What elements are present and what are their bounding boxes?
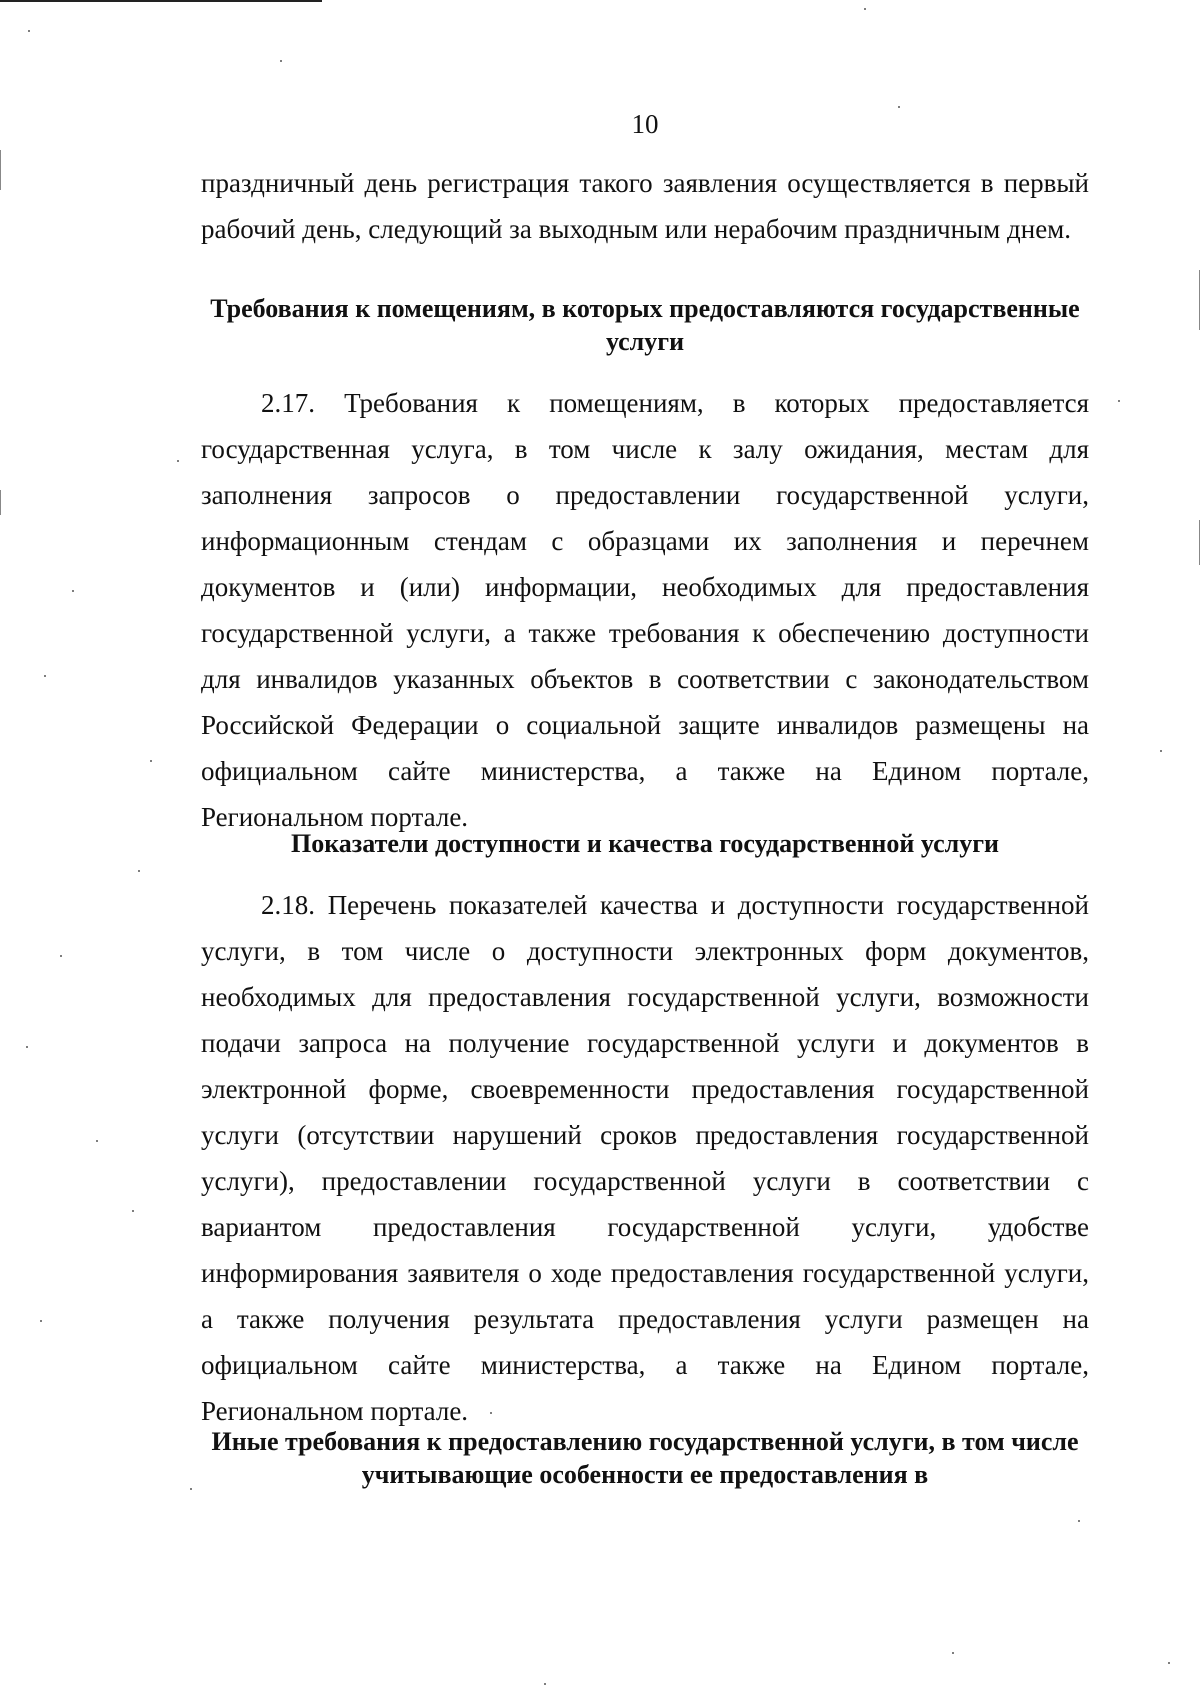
paragraph-body: Требования к помещениям, в которых предоставляется государственная услуга, в том числе к залу ожидания, местам для заполнения запросов о предоставлении государственной услуги, информационным стендам с образцами их заполнения и перечнем документов и (или) информации, необходимых для предоставления государственной услуги, а также требования к обеспечению доступности для инвалидов указанных объектов в соответствии с законодательством Российской Федерации о социальной защите инвалидов размещены на официальном сайте министерства, а также на Едином портале, Региональном портале. [201, 388, 1089, 832]
page-number: 10 [631, 109, 659, 139]
section-heading-premises: Требования к помещениям, в которых предоставляются государственные услуги [210, 294, 1080, 356]
scan-speck [138, 870, 140, 872]
paragraph-2-17 [201, 380, 1089, 840]
scan-speck [280, 60, 282, 62]
scan-speck [898, 106, 900, 108]
scan-speck [490, 1412, 492, 1414]
section-heading-indicators: Показатели доступности и качества государственной услуги [290, 829, 1000, 858]
scan-speck [1118, 400, 1120, 402]
top-edge-rule [0, 0, 322, 2]
paragraph-number: 2.18. [261, 890, 315, 920]
paragraph-2-18 [201, 882, 1089, 1434]
scan-speck [26, 1046, 28, 1048]
scan-speck [44, 675, 46, 677]
scan-speck [1160, 750, 1162, 752]
scan-speck [150, 760, 152, 762]
scan-speck [544, 1683, 546, 1685]
scan-speck [72, 590, 74, 592]
scan-speck [952, 1652, 954, 1654]
scan-speck [177, 460, 179, 462]
scan-speck [1078, 1520, 1080, 1522]
scan-speck [190, 1488, 192, 1490]
section-heading-other-requirements: Иные требования к предоставлению государственной услуги, в том числе учитывающие особенности ее предоставления в [211, 1427, 1079, 1489]
scan-speck [40, 1320, 42, 1322]
scan-speck [864, 8, 866, 10]
scan-speck [60, 955, 62, 957]
continuation-paragraph: праздничный день регистрация такого заявления осуществляется в первый рабочий день, следующий за выходным или нерабочим праздничным днем. [201, 168, 1089, 244]
scan-speck [1168, 1662, 1170, 1664]
scan-speck [28, 30, 30, 32]
scan-speck [132, 1210, 134, 1212]
scan-speck [96, 1140, 98, 1142]
scan-edge-mark [0, 490, 1, 515]
scan-edge-mark [0, 150, 1, 190]
paragraph-number: 2.17. [261, 388, 315, 418]
paragraph-body: Перечень показателей качества и доступности государственной услуги, в том числе о доступности электронных форм документов, необходимых для предоставления государственной услуги, возможности подачи запроса на получение государственной услуги и документов в электронной форме, своевременности предоставления государственной услуги (отсутствии нарушений сроков предоставления государственной услуги), предоставлении государственной услуги в соответствии с вариантом предоставления государственной услуги, удобстве информирования заявителя о ходе предоставления государственной услуги, а также получения результата предоставления услуги размещен на официальном сайте министерства, а также на Едином портале, Региональном портале. [201, 890, 1089, 1426]
